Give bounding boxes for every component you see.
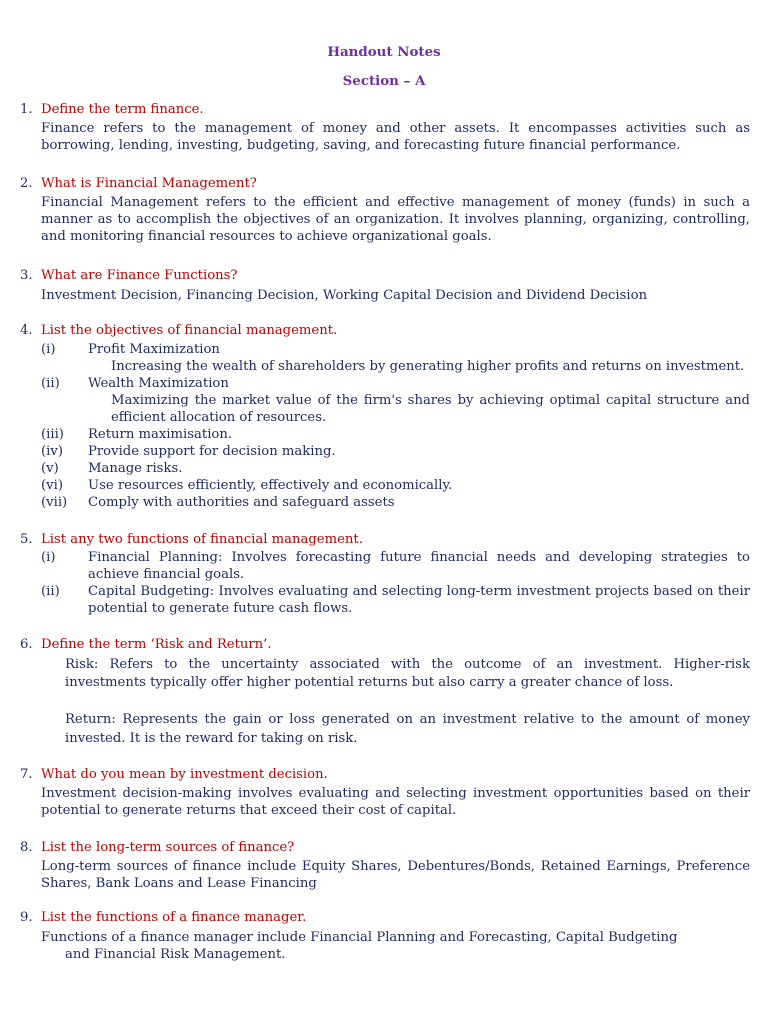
question-text: Define the term ‘Risk and Return’. <box>41 637 272 652</box>
objective-item <box>41 426 750 443</box>
objective-item <box>41 375 750 426</box>
answer-text: Investment Decision, Financing Decision, Working Capital Decision and Dividend Decision <box>41 288 648 303</box>
question-3 <box>20 267 750 304</box>
question-6 <box>20 636 750 748</box>
item-numeral: (vii) <box>41 495 68 510</box>
question-text: What do you mean by investment decision. <box>41 767 328 782</box>
question-text: List the objectives of financial management. <box>41 323 338 338</box>
answer-text: Investment decision-making involves evaluating and selecting investment opportunities based on their potential to generate returns that exceed their cost of capital. <box>41 786 750 818</box>
objective-item <box>41 477 750 494</box>
item-detail: Maximizing the market value of the firm's shares by achieving optimal capital structure and efficient allocation of resources. <box>111 393 750 425</box>
question-number: 9. <box>20 910 33 925</box>
question-number: 2. <box>20 176 33 191</box>
item-numeral: (ii) <box>41 584 60 599</box>
question-number: 5. <box>20 532 33 547</box>
item-numeral: (i) <box>41 342 56 357</box>
item-numeral: (iv) <box>41 444 63 459</box>
question-number: 7. <box>20 767 33 782</box>
item-text: Manage risks. <box>88 461 183 476</box>
item-numeral: (i) <box>41 550 56 565</box>
question-text: What is Financial Management? <box>41 176 257 191</box>
question-text: List the long-term sources of finance? <box>41 840 295 855</box>
item-numeral: (iii) <box>41 427 64 442</box>
answer-text: Long-term sources of finance include Equity Shares, Debentures/Bonds, Retained Earnings, Preference Shares, Bank Loans and Lease Financing <box>41 859 750 891</box>
question-number: 4. <box>20 323 33 338</box>
question-8 <box>20 839 750 892</box>
handout-title: Handout Notes <box>327 44 441 60</box>
question-9 <box>20 909 750 963</box>
objective-item <box>41 443 750 460</box>
question-text: Define the term finance. <box>41 102 204 117</box>
question-7 <box>20 766 750 819</box>
objective-item <box>41 494 750 511</box>
item-text: Wealth Maximization <box>88 376 229 391</box>
item-text: Capital Budgeting: Involves evaluating and selecting long-term investment projects based on their potential to generate future cash flows. <box>88 584 750 616</box>
question-number: 3. <box>20 268 33 283</box>
objective-item <box>41 341 750 375</box>
item-text: Provide support for decision making. <box>88 444 336 459</box>
item-text: Return maximisation. <box>88 427 233 442</box>
item-numeral: (ii) <box>41 376 60 391</box>
item-text: Profit Maximization <box>88 342 220 357</box>
question-number: 6. <box>20 637 33 652</box>
item-text: Comply with authorities and safeguard assets <box>88 495 395 510</box>
question-number: 8. <box>20 840 33 855</box>
objective-item <box>41 460 750 477</box>
item-numeral: (vi) <box>41 478 63 493</box>
question-4 <box>20 322 750 511</box>
answer-text: Finance refers to the management of money and other assets. It encompasses activities such as borrowing, lending, investing, budgeting, saving, and forecasting future financial performance. <box>41 121 750 153</box>
function-item <box>41 549 750 583</box>
section-heading: Section – A <box>342 73 426 89</box>
question-text: List any two functions of financial management. <box>41 532 363 547</box>
return-definition: Return: Represents the gain or loss generated on an investment relative to the amount of money invested. It is the reward for taking on risk. <box>65 712 750 746</box>
question-2 <box>20 175 750 245</box>
item-numeral: (v) <box>41 461 59 476</box>
function-item <box>41 583 750 617</box>
question-5 <box>20 531 750 617</box>
answer-text-continued: and Financial Risk Management. <box>65 947 286 962</box>
item-text: Financial Planning: Involves forecasting future financial needs and developing strategies to achieve financial goals. <box>88 550 750 582</box>
question-text: What are Finance Functions? <box>41 268 238 283</box>
risk-definition: Risk: Refers to the uncertainty associated with the outcome of an investment. Higher-risk investments typically offer higher potential returns but also carry a greater chance of loss. <box>65 657 750 690</box>
question-number: 1. <box>20 102 33 117</box>
question-1 <box>20 101 750 154</box>
question-text: List the functions of a finance manager. <box>41 910 307 925</box>
answer-text: Functions of a finance manager include Financial Planning and Forecasting, Capital Budgeting <box>41 930 678 945</box>
item-text: Use resources efficiently, effectively and economically. <box>88 478 453 493</box>
answer-text: Financial Management refers to the efficient and effective management of money (funds) in such a manner as to accomplish the objectives of an organization. It involves planning, organizing, controlling, and monitoring financial resources to achieve organizational goals. <box>41 195 750 244</box>
item-detail: Increasing the wealth of shareholders by generating higher profits and returns on investment. <box>111 359 745 374</box>
